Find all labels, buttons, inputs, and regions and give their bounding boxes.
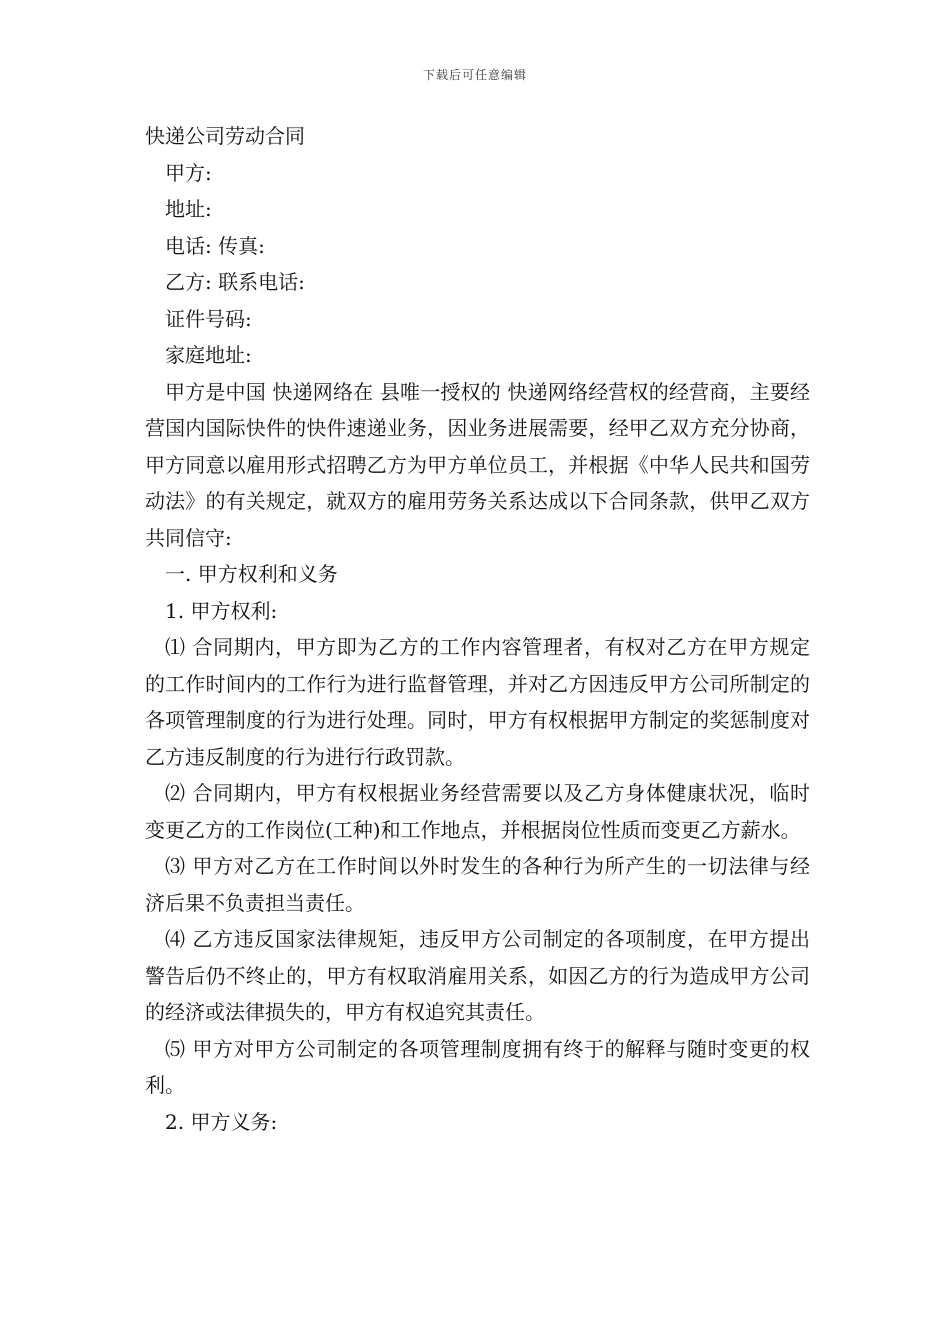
- clause-5: ⑸ 甲方对甲方公司制定的各项管理制度拥有终于的解释与随时变更的权利。: [145, 1036, 810, 1097]
- party-a-label: 甲方:: [165, 160, 212, 185]
- clause-4: ⑷ 乙方违反国家法律规矩，违反甲方公司制定的各项制度，在甲方提出警告后仍不终止的，甲方有权取消雇用关系，如因乙方的行为造成甲方公司的经济或法律损失的，甲方有权追究其责任。: [145, 927, 810, 1024]
- subsection-heading-obligations: 2. 甲方义务:: [165, 1109, 278, 1134]
- contract-document: [145, 118, 810, 1140]
- id-number-label: 证件号码:: [165, 306, 252, 331]
- section-heading-1: 一. 甲方权利和义务: [165, 562, 338, 586]
- document-title: 快递公司劳动合同: [145, 124, 305, 148]
- clause-1: ⑴ 合同期内，甲方即为乙方的工作内容管理者，有权对乙方在甲方规定的工作时间内的工作行为进行监督管理，并对乙方因违反甲方公司所制定的各项管理制度的行为进行处理。同时，甲方有权根据甲方制定的奖惩制度对乙方违反制度的行为进行行政罚款。: [145, 635, 810, 769]
- address-label: 地址:: [165, 197, 212, 221]
- clause-3: ⑶ 甲方对乙方在工作时间以外时发生的各种行为所产生的一切法律与经济后果不负责担当责任。: [145, 854, 810, 915]
- party-b-contact-label: 乙方: 联系电话:: [165, 270, 305, 294]
- home-address-label: 家庭地址:: [165, 343, 252, 367]
- clause-2: ⑵ 合同期内，甲方有权根据业务经营需要以及乙方身体健康状况，临时变更乙方的工作岗位(工种)和工作地点，并根据岗位性质而变更乙方薪水。: [145, 781, 810, 842]
- subsection-heading-rights: 1. 甲方权利:: [165, 598, 278, 623]
- phone-fax-label: 电话: 传真:: [165, 233, 265, 258]
- intro-paragraph: 甲方是中国 快递网络在 县唯一授权的 快递网络经营权的经营商，主要经营国内国际快件的快件速递业务，因业务进展需要，经甲乙双方充分协商，甲方同意以雇用形式招聘乙方为甲方单位员工，并根据《中华人民共和国劳动法》的有关规定，就双方的雇用劳务关系达成以下合同条款，供甲乙双方共同信守:: [145, 379, 810, 550]
- page-header-note: 下载后可任意编辑: [422, 68, 527, 82]
